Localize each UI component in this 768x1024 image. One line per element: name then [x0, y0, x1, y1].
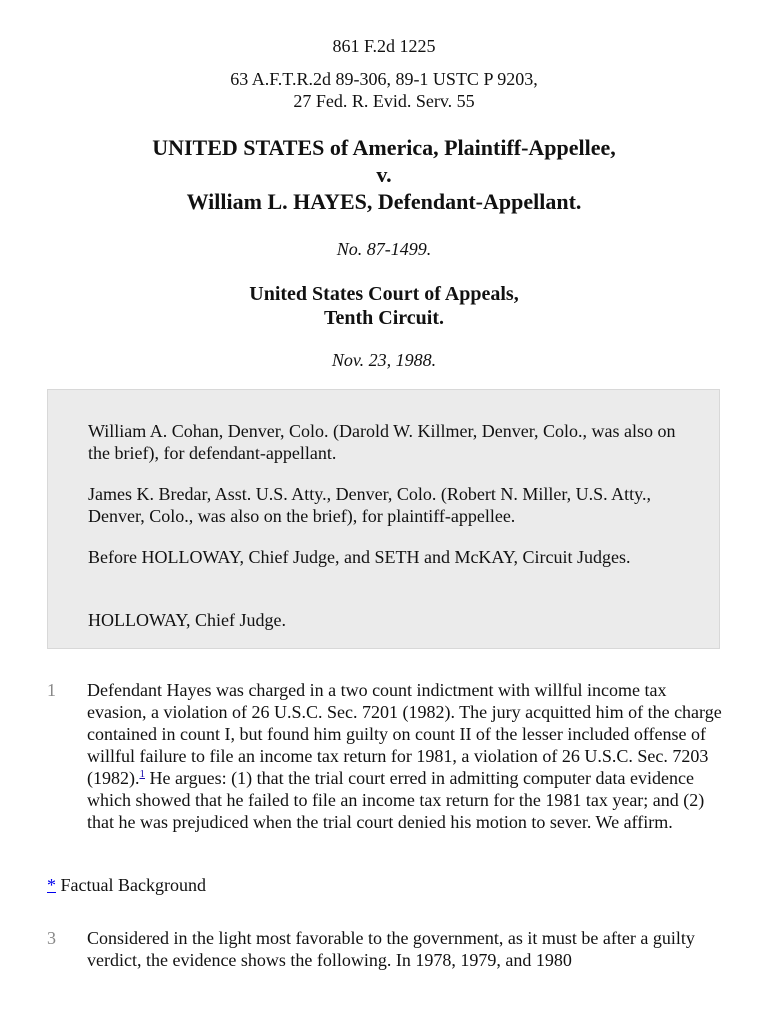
plaintiff-name: UNITED STATES of America, Plaintiff-Appellee, — [152, 135, 616, 160]
footnote-1-link[interactable]: 1 — [139, 768, 145, 780]
paragraph-1 — [87, 679, 727, 833]
opinion-author: HOLLOWAY, Chief Judge. — [88, 610, 286, 630]
section-marker-link[interactable]: * — [47, 875, 56, 895]
counsel-panel — [47, 389, 720, 649]
case-caption — [0, 134, 768, 215]
judicial-panel: Before HOLLOWAY, Chief Judge, and SETH and McKAY, Circuit Judges. — [88, 547, 631, 567]
reporter-citation: 861 F.2d 1225 — [332, 36, 436, 56]
paragraph-1-text-before-footnote: Defendant Hayes was charged in a two count indictment with willful income tax evasion, a violation of 26 U.S.C. Sec. 7201 (1982). The jury acquitted him of the charge contained in count I, but found him guilty on count II of the lesser included offense of willful failure to file an income tax return for 1981, a violation of 26 U.S.C. Sec. 7203 (1982). — [87, 680, 722, 788]
docket-number: No. 87-1499. — [336, 239, 432, 259]
paragraph-number: 1 — [47, 680, 56, 700]
paragraph-1-text-after-footnote: He argues: (1) that the trial court erred in admitting computer data evidence which showed that he failed to file an income tax return for the 1981 tax year; and (2) that he was prejudiced when the trial court denied his motion to sever. We affirm. — [87, 768, 705, 832]
paragraph-3: Considered in the light most favorable to the government, as it must be after a guilty verdict, the evidence shows the following. In 1978, 1979, and 1980 — [87, 928, 695, 970]
plaintiff-counsel: James K. Bredar, Asst. U.S. Atty., Denver, Colo. (Robert N. Miller, U.S. Atty., Denver, Colo., was also on the brief), for plaintiff-appellee. — [88, 484, 651, 526]
decision-date: Nov. 23, 1988. — [331, 350, 437, 370]
parallel-citations — [0, 68, 768, 112]
defendant-name: William L. HAYES, Defendant-Appellant. — [186, 189, 582, 214]
defendant-counsel: William A. Cohan, Denver, Colo. (Darold W. Killmer, Denver, Colo., was also on the brief), for defendant-appellant. — [88, 421, 676, 463]
section-heading-text: Factual Background — [56, 875, 206, 895]
paragraph-number-3: 3 — [47, 928, 56, 948]
parallel-citations-line-2: 27 Fed. R. Evid. Serv. 55 — [293, 91, 475, 111]
versus-label: v. — [376, 162, 392, 187]
court-name-line-2: Tenth Circuit. — [323, 307, 445, 329]
court-name-line-1: United States Court of Appeals, — [249, 283, 519, 305]
court-name — [0, 282, 768, 330]
parallel-citations-line-1: 63 A.F.T.R.2d 89-306, 89-1 USTC P 9203, — [230, 69, 538, 89]
section-heading-factual-background — [47, 874, 206, 896]
